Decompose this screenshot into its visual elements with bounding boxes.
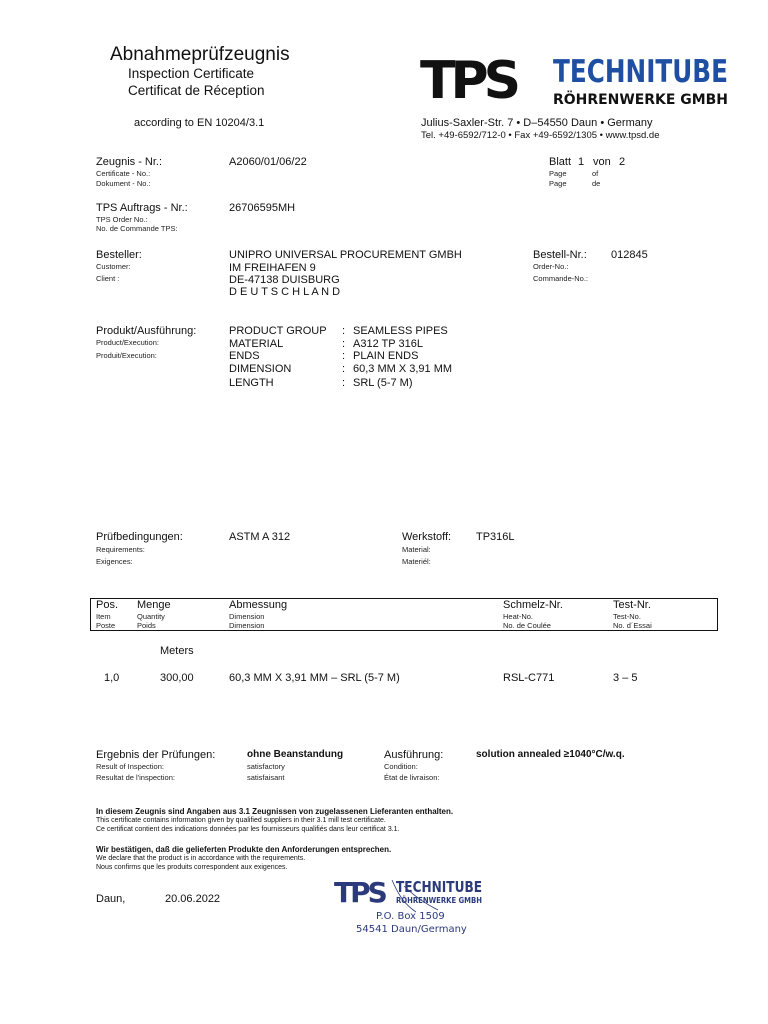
product-row-key: ENDS	[229, 350, 260, 362]
material-label-fr: Materiél:	[402, 557, 431, 566]
row-position: 1,0	[104, 672, 120, 684]
logo-tps-text: TPS	[420, 51, 517, 111]
table-header-cell: Poste	[96, 621, 116, 630]
stamp-technitube-text: TECHNITUBE	[396, 878, 482, 896]
product-row-key: DIMENSION	[229, 363, 292, 375]
product-row-sep: :	[342, 377, 346, 389]
order-number: 26706595MH	[229, 202, 296, 214]
customer-line: IM FREIHAFEN 9	[229, 262, 316, 274]
stamp-pobox-text: P.O. Box 1509	[376, 911, 445, 922]
title-de: Abnahmeprüfzeugnis	[110, 44, 290, 65]
note-supplier-en: This certificate contains information given by qualified suppliers in their 3.1 mill test certificate.	[96, 817, 386, 824]
table-header-cell: Heat-No.	[503, 612, 534, 621]
table-header-cell: No. d´Essai	[613, 621, 652, 630]
quantity-unit: Meters	[160, 645, 194, 657]
note-declaration-de: Wir bestätigen, daß die gelieferten Produkte den Anforderungen entsprechen.	[96, 845, 392, 854]
page-of-de: von	[593, 156, 611, 168]
customer-order-number: 012845	[611, 249, 648, 261]
page-number: 1	[578, 156, 585, 168]
company-logo	[420, 50, 735, 111]
requirements-label-en: Requirements:	[96, 545, 145, 554]
customer-line: D E U T S C H L A N D	[229, 286, 341, 298]
product-label-fr: Produit/Execution:	[96, 351, 157, 360]
table-header-cell: Test-Nr.	[613, 599, 651, 611]
material-label-de: Werkstoff:	[402, 531, 452, 543]
product-row-sep: :	[342, 350, 346, 362]
requirements-label-de: Prüfbedingungen:	[96, 531, 183, 543]
condition-label-fr: État de livraison:	[384, 773, 440, 782]
customer-label-de: Besteller:	[96, 249, 142, 261]
customer-label-fr: Client :	[96, 274, 120, 283]
result-label-fr: Resultat de l'inspection:	[96, 773, 175, 782]
certificate-number: A2060/01/06/22	[229, 156, 307, 168]
table-header-cell: Poids	[137, 621, 156, 630]
note-supplier-de: In diesem Zeugnis sind Angaben aus 3.1 Zeugnissen von zugelassenen Lieferanten enthalten.	[96, 807, 454, 816]
customer-order-label-en: Order-No.:	[533, 262, 569, 271]
requirements-label-fr: Exigences:	[96, 557, 133, 566]
table-header-cell: Dimension	[229, 621, 265, 630]
row-quantity: 300,00	[160, 672, 194, 684]
footer-place: Daun,	[96, 893, 126, 905]
note-supplier-fr: Ce certificat contient des indications données par les fournisseurs qualifiés dans leur certificat 3.1.	[96, 826, 400, 833]
page-label-en: Page	[549, 169, 567, 178]
table-header-cell: Abmessung	[229, 599, 288, 611]
page-of-en: of	[592, 169, 599, 178]
product-row-sep: :	[342, 363, 346, 375]
table-header-cell: Pos.	[96, 599, 119, 611]
table-header-cell: Quantity	[137, 612, 165, 621]
condition-label-de: Ausführung:	[384, 749, 444, 761]
material-label-en: Material:	[402, 545, 431, 554]
product-label-de: Produkt/Ausführung:	[96, 325, 197, 337]
row-test-number: 3 – 5	[613, 672, 638, 684]
product-row-key: LENGTH	[229, 377, 274, 389]
page-total: 2	[619, 156, 626, 168]
order-label-en: TPS Order No.:	[96, 215, 148, 224]
logo-rohrenwerke-text: RÖHRENWERKE GMBH	[553, 92, 735, 108]
page-of-fr: de	[592, 179, 601, 188]
stamp-tps-text: TPS	[334, 876, 385, 909]
certificate-label-de: Zeugnis - Nr.:	[96, 156, 163, 168]
customer-order-label-de: Bestell-Nr.:	[533, 249, 587, 261]
product-row-key: MATERIAL	[229, 338, 284, 350]
result-value-en: satisfactory	[247, 762, 285, 771]
table-header-cell: Menge	[137, 599, 171, 611]
page-label-fr: Page	[549, 179, 567, 188]
customer-line: UNIPRO UNIVERSAL PROCUREMENT GMBH	[229, 249, 462, 261]
product-row-value: PLAIN ENDS	[353, 350, 419, 362]
certificate-label-en: Certificate - No.:	[96, 169, 151, 178]
title-fr: Certificat de Réception	[128, 83, 265, 98]
certificate-label-fr: Dokument - No.:	[96, 179, 151, 188]
standard-reference: according to EN 10204/3.1	[134, 117, 265, 129]
row-heat-number: RSL-C771	[503, 672, 555, 684]
condition-value: solution annealed ≥1040°C/w.q.	[476, 749, 625, 760]
table-header-cell: No. de Coulée	[503, 621, 551, 630]
condition-label-en: Condition:	[384, 762, 418, 771]
product-row-value: SEAMLESS PIPES	[353, 325, 448, 337]
footer-date: 20.06.2022	[165, 893, 221, 905]
customer-line: DE-47138 DUISBURG	[229, 274, 340, 286]
order-label-de: TPS Auftrags - Nr.:	[96, 202, 188, 214]
note-declaration-en: We declare that the product is in accordance with the requirements.	[96, 855, 306, 862]
table-header-cell: Schmelz-Nr.	[503, 599, 563, 611]
customer-order-label-fr: Commande-No.:	[533, 274, 589, 283]
logo-technitube-text: TECHNITUBE	[553, 54, 728, 90]
result-label-de: Ergebnis der Prüfungen:	[96, 749, 216, 761]
result-label-en: Result of Inspection:	[96, 762, 164, 771]
customer-label-en: Customer:	[96, 262, 131, 271]
product-row-value: 60,3 MM X 3,91 MM	[353, 363, 453, 375]
stamp-rohrenwerke-text: RÖHRENWERKE GMBH	[396, 896, 482, 905]
page-label-de: Blatt	[549, 156, 572, 168]
company-address: Julius-Saxler-Str. 7 • D–54550 Daun • Germany	[421, 117, 653, 129]
stamp-city-text: 54541 Daun/Germany	[356, 924, 467, 935]
note-declaration-fr: Nous confirms que les produits correspondent aux exigences.	[96, 864, 288, 871]
title-en: Inspection Certificate	[128, 66, 255, 81]
product-row-value: SRL (5-7 M)	[353, 377, 413, 389]
table-header-cell: Test-No.	[613, 612, 641, 621]
company-contact: Tel. +49-6592/712-0 • Fax +49-6592/1305 • www.tpsd.de	[421, 130, 660, 141]
product-label-en: Product/Execution:	[96, 338, 159, 347]
result-value-fr: satisfaisant	[247, 773, 285, 782]
product-row-sep: :	[342, 338, 346, 350]
order-label-fr: No. de Commande TPS:	[96, 224, 178, 233]
company-stamp	[334, 874, 484, 936]
row-dimension: 60,3 MM X 3,91 MM – SRL (5-7 M)	[229, 672, 400, 684]
requirements-value: ASTM A 312	[229, 531, 291, 543]
product-row-key: PRODUCT GROUP	[229, 325, 327, 337]
material-value: TP316L	[476, 531, 515, 543]
table-header-cell: Dimension	[229, 612, 265, 621]
product-row-value: A312 TP 316L	[353, 338, 423, 350]
table-header-cell: Item	[96, 612, 111, 621]
result-value-de: ohne Beanstandung	[247, 749, 344, 760]
product-row-sep: :	[342, 325, 346, 337]
